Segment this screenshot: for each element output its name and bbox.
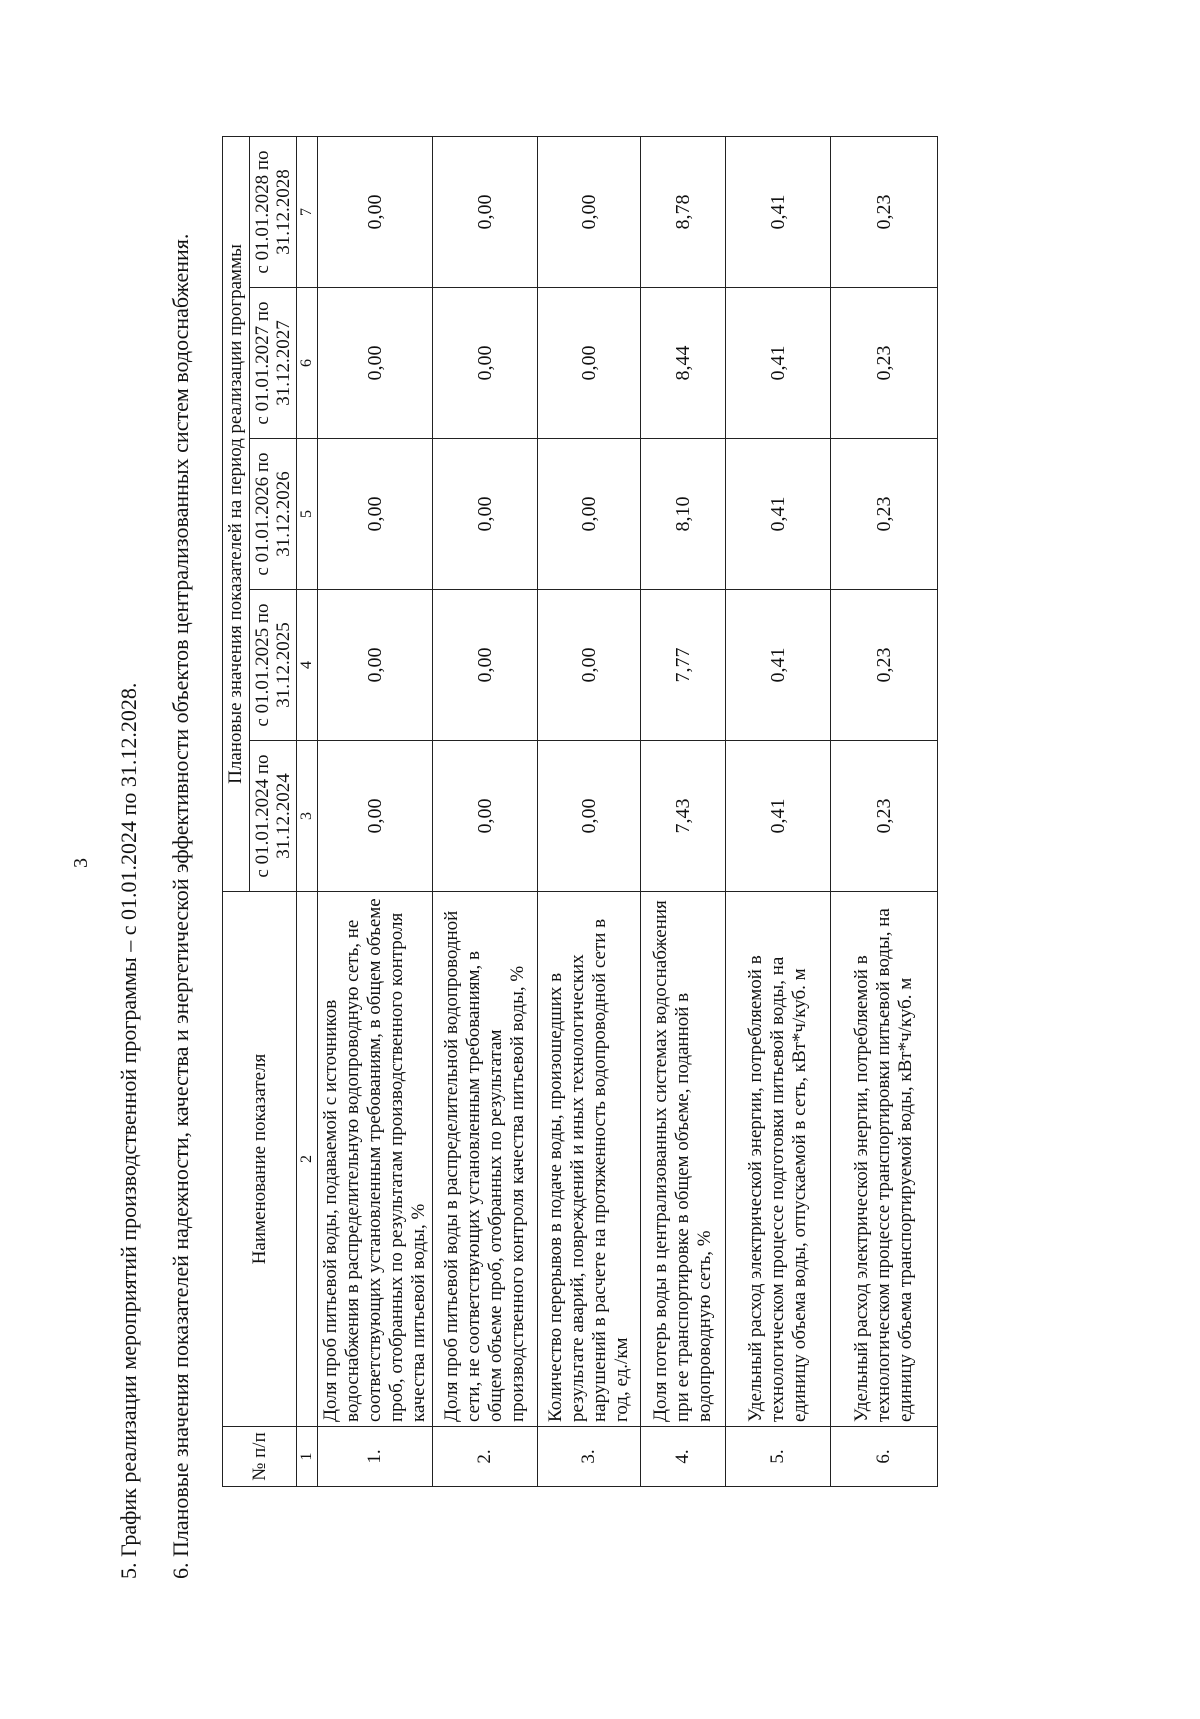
header-period-2028: с 01.01.2028 по 31.12.2028: [250, 137, 297, 288]
value-cell: 0,00: [433, 288, 538, 439]
value-cell: 8,44: [641, 288, 726, 439]
header-period-2025: с 01.01.2025 по 31.12.2025: [250, 590, 297, 741]
value-cell: 0,00: [433, 590, 538, 741]
row-number: 5.: [726, 1427, 831, 1487]
header-number: № п/п: [223, 1427, 297, 1487]
column-index: 4: [297, 590, 318, 741]
indicator-name: Доля проб питьевой воды в распределительной водопроводной сети, не соответствующих установленным требованиям, в общем объеме проб, отобранных по результатам производственного контроля качества питьевой воды, %: [433, 892, 538, 1427]
column-index-row: [297, 137, 318, 1487]
value-cell: 0,00: [318, 439, 433, 590]
value-cell: 0,41: [726, 741, 831, 892]
value-cell: 7,43: [641, 741, 726, 892]
indicator-name: Количество перерывов в подаче воды, произошедших в результате аварий, повреждений и иных технологических нарушений в расчете на протяженность водопроводной сети в год, ед./км: [538, 892, 641, 1427]
header-period-2027: с 01.01.2027 по 31.12.2027: [250, 288, 297, 439]
indicator-name: Удельный расход электрической энергии, потребляемой в технологическом процессе транспортировки питьевой воды, на единицу объема транспортируемой воды, кВт*ч/куб. м: [831, 892, 938, 1427]
indicator-name: Доля проб питьевой воды, подаваемой с источников водоснабжения в распределительную водопроводную сеть, не соответствующих установленным требованиям, в общем объеме проб, отобранных по результатам производственного контроля качества питьевой воды, %: [318, 892, 433, 1427]
value-cell: 0,00: [433, 439, 538, 590]
row-number: 4.: [641, 1427, 726, 1487]
value-cell: 0,41: [726, 590, 831, 741]
value-cell: 0,23: [831, 137, 938, 288]
value-cell: 0,00: [318, 137, 433, 288]
table-row: [641, 137, 726, 1487]
value-cell: 0,41: [726, 137, 831, 288]
value-cell: 0,23: [831, 741, 938, 892]
header-period-2026: с 01.01.2026 по 31.12.2026: [250, 439, 297, 590]
header-planned-values: Плановые значения показателей на период реализации программы: [223, 137, 250, 892]
value-cell: 0,00: [538, 439, 641, 590]
table-row: [726, 137, 831, 1487]
value-cell: 0,23: [831, 288, 938, 439]
value-cell: 0,00: [538, 137, 641, 288]
column-index: 7: [297, 137, 318, 288]
value-cell: 0,41: [726, 288, 831, 439]
value-cell: 0,00: [538, 288, 641, 439]
table-row: [318, 137, 433, 1487]
value-cell: 0,00: [538, 741, 641, 892]
value-cell: 0,00: [318, 741, 433, 892]
page-number: 3: [70, 858, 92, 868]
value-cell: 0,41: [726, 439, 831, 590]
row-number: 1.: [318, 1427, 433, 1487]
table-row: [538, 137, 641, 1487]
header-period-2024: с 01.01.2024 по 31.12.2024: [250, 741, 297, 892]
value-cell: 7,77: [641, 590, 726, 741]
header-name: Наименование показателя: [223, 892, 297, 1427]
indicator-name: Доля потерь воды в централизованных системах водоснабжения при ее транспортировке в общем объеме, поданной в водопроводную сеть, %: [641, 892, 726, 1427]
section-6-heading: 6. Плановые значения показателей надежности, качества и энергетической эффективности объектов централизованных систем водоснабжения.: [168, 233, 193, 1579]
column-index: 6: [297, 288, 318, 439]
column-index: 1: [297, 1427, 318, 1487]
value-cell: 8,10: [641, 439, 726, 590]
row-number: 3.: [538, 1427, 641, 1487]
value-cell: 0,23: [831, 439, 938, 590]
value-cell: 8,78: [641, 137, 726, 288]
column-index: 2: [297, 892, 318, 1427]
value-cell: 0,00: [538, 590, 641, 741]
column-index: 5: [297, 439, 318, 590]
table-row: [433, 137, 538, 1487]
table-row: [831, 137, 938, 1487]
value-cell: 0,00: [433, 741, 538, 892]
value-cell: 0,23: [831, 590, 938, 741]
indicator-name: Удельный расход электрической энергии, потребляемой в технологическом процессе подготовки питьевой воды, на единицу объема воды, отпускаемой в сеть, кВт*ч/куб. м: [726, 892, 831, 1427]
value-cell: 0,00: [318, 590, 433, 741]
section-5-heading: 5. График реализации мероприятий производственной программы – с 01.01.2024 по 31.12.2028.: [116, 682, 141, 1579]
row-number: 6.: [831, 1427, 938, 1487]
row-number: 2.: [433, 1427, 538, 1487]
indicators-table: [222, 136, 938, 1487]
column-index: 3: [297, 741, 318, 892]
value-cell: 0,00: [318, 288, 433, 439]
value-cell: 0,00: [433, 137, 538, 288]
